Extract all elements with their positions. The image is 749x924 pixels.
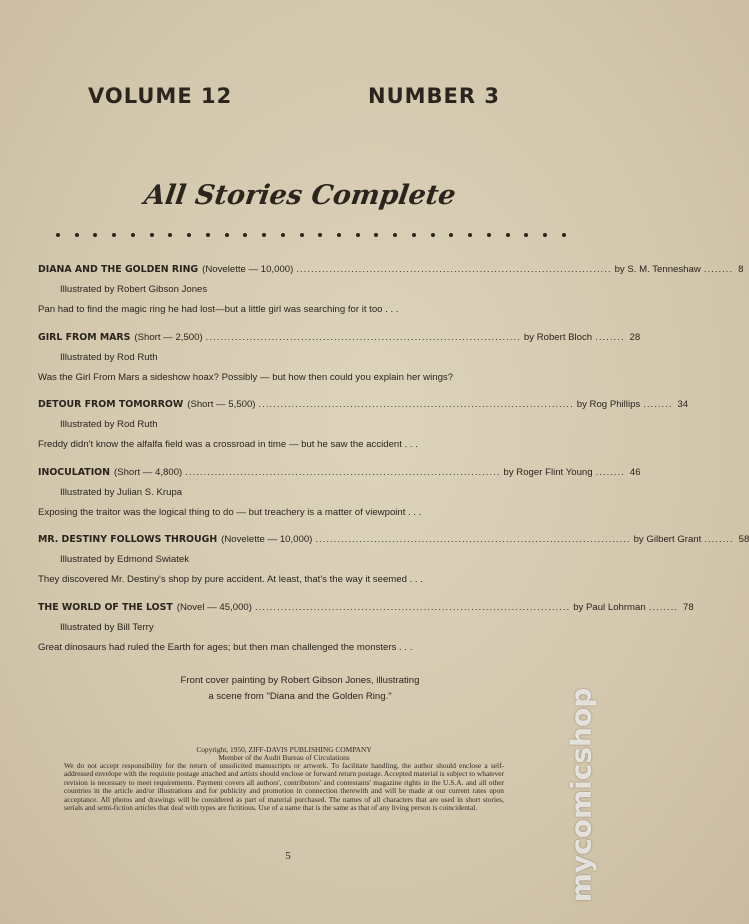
dot-leader: ........ (648, 601, 679, 613)
divider-dot (243, 233, 247, 237)
cover-credit-line-1: Front cover painting by Robert Gibson Jones, illustrating (180, 675, 420, 686)
story-entry (38, 530, 749, 598)
dot-leader: ........ (595, 331, 625, 343)
divider-dot (468, 233, 472, 237)
story-page: 46 (629, 466, 641, 478)
dot-leader: ...................................................................................... (205, 331, 521, 343)
dotted-divider (56, 233, 566, 237)
divider-dot (206, 233, 210, 237)
story-title: THE WORLD OF THE LOST (38, 601, 173, 613)
divider-dot (412, 233, 416, 237)
divider-dot (524, 233, 528, 237)
dot-leader: ...................................................................................... (254, 601, 571, 613)
story-teaser: Pan had to find the magic ring he had lost—but a little girl was searching for it too . . . (38, 304, 399, 315)
cover-credit (0, 673, 600, 705)
dot-leader: ...................................................................................... (315, 534, 631, 545)
story-illustrator: Illustrated by Rod Ruth (60, 351, 158, 363)
divider-dot (131, 233, 135, 237)
divider-dot (262, 233, 266, 237)
divider-dot (187, 233, 191, 237)
dot-leader: ...................................................................................... (258, 399, 574, 410)
story-entry (38, 598, 694, 666)
story-page: 28 (629, 331, 641, 343)
story-title: DETOUR FROM TOMORROW (38, 399, 184, 410)
story-teaser: Freddy didn't know the alfalfa field was a crossroad in time — but he saw the accident . . . (38, 439, 418, 450)
story-illustrator: Illustrated by Rod Ruth (60, 419, 158, 430)
story-illustrator: Illustrated by Julian S. Krupa (60, 486, 183, 498)
dot-leader: ...................................................................................... (296, 264, 612, 275)
story-title: DIANA AND THE GOLDEN RING (38, 264, 199, 275)
page-number: 5 (285, 850, 291, 862)
story-title: GIRL FROM MARS (38, 331, 131, 343)
story-length: (Novelette — 10,000) (221, 534, 313, 545)
story-list (38, 260, 749, 665)
story-page: 78 (683, 601, 694, 613)
story-author: by Robert Bloch (523, 331, 593, 343)
divider-dot (93, 233, 97, 237)
membership-line: Member of the Audit Bureau of Circulations (218, 753, 350, 762)
dot-leader: ........ (643, 399, 673, 410)
story-author: by Gilbert Grant (633, 534, 702, 545)
watermark (566, 680, 596, 910)
divider-dot (562, 233, 566, 237)
story-illustrator: Illustrated by Bill Terry (60, 621, 154, 633)
story-length: (Short — 5,500) (187, 399, 256, 410)
divider-dot (300, 233, 304, 237)
divider-dot (225, 233, 229, 237)
divider-dot (168, 233, 172, 237)
divider-dot (506, 233, 510, 237)
story-length: (Novelette — 10,000) (202, 264, 294, 275)
dot-leader: ...................................................................................... (185, 466, 501, 478)
divider-dot (543, 233, 547, 237)
masthead (88, 84, 500, 108)
divider-dot (393, 233, 397, 237)
section-title: All Stories Complete (142, 180, 458, 211)
story-title: INOCULATION (38, 466, 110, 478)
story-illustrator: Illustrated by Robert Gibson Jones (60, 284, 208, 295)
dot-leader: ........ (595, 466, 625, 478)
divider-dot (150, 233, 154, 237)
story-author: by S. M. Tenneshaw (614, 264, 701, 275)
divider-dot (374, 233, 378, 237)
story-author: by Rog Phillips (576, 399, 641, 410)
story-length: (Short — 4,800) (114, 466, 183, 478)
story-teaser: They discovered Mr. Destiny's shop by pure accident. At least, that's the way it seemed . . . (38, 574, 423, 585)
dot-leader: ........ (704, 534, 734, 545)
divider-dot (431, 233, 435, 237)
copyright-notice (64, 746, 504, 762)
story-teaser: Great dinosaurs had ruled the Earth for ages; but then man challenged the monsters . . . (38, 641, 413, 653)
story-author: by Roger Flint Young (503, 466, 593, 478)
story-length: (Short — 2,500) (134, 331, 203, 343)
story-title: MR. DESTINY FOLLOWS THROUGH (38, 534, 218, 545)
issue-number-label: NUMBER 3 (368, 84, 500, 108)
divider-dot (112, 233, 116, 237)
divider-dot (356, 233, 360, 237)
divider-dot (281, 233, 285, 237)
story-entry (38, 395, 689, 463)
divider-dot (56, 233, 60, 237)
copyright-line: Copyright, 1950, ZIFF-DAVIS PUBLISHING COMPANY (196, 745, 372, 754)
story-page: 8 (738, 264, 744, 275)
story-page: 34 (677, 399, 689, 410)
volume-label: VOLUME 12 (88, 84, 233, 108)
story-entry (38, 463, 641, 531)
story-teaser: Exposing the traitor was the logical thing to do — but treachery is a matter of viewpoint . . . (38, 506, 422, 518)
divider-dot (337, 233, 341, 237)
dot-leader: ........ (703, 264, 734, 275)
divider-dot (75, 233, 79, 237)
story-illustrator: Illustrated by Edmond Swiatek (60, 554, 190, 565)
divider-dot (449, 233, 453, 237)
divider-dot (318, 233, 322, 237)
watermark-text: mycomicshop (564, 687, 598, 903)
story-author: by Paul Lohrman (573, 601, 646, 613)
story-teaser: Was the Girl From Mars a sideshow hoax? Possibly — but how then could you explain her wings? (38, 371, 454, 383)
story-page: 58 (738, 534, 749, 545)
cover-credit-line-2: a scene from "Diana and the Golden Ring." (208, 691, 392, 702)
story-entry (38, 260, 744, 328)
legal-disclaimer: We do not accept responsibility for the return of unsolicited manuscripts or artwork. To facilitate handling, the author should enclose a self-addressed envelope with the requisite postage attached and artists should enclose or forward return postage. Accepted material is subject to whatever revision is necessary to meet requirements. Payment covers all authors', contributors' and contestants' magazine rights in the U.S.A. and all other countries in the article and/or illustrations and for publicity and promotion in connection therewith and will be made at our current rates upon acceptance. All photos and drawings will be considered as part of material purchased. The names of all characters that are used in short stories, serials and semi-fiction articles that deal with types are fictitious. Use of a name that is the same as that of any living person is coincidental. (64, 761, 504, 813)
divider-dot (487, 233, 491, 237)
story-entry (38, 328, 641, 396)
story-length: (Novel — 45,000) (176, 601, 252, 613)
